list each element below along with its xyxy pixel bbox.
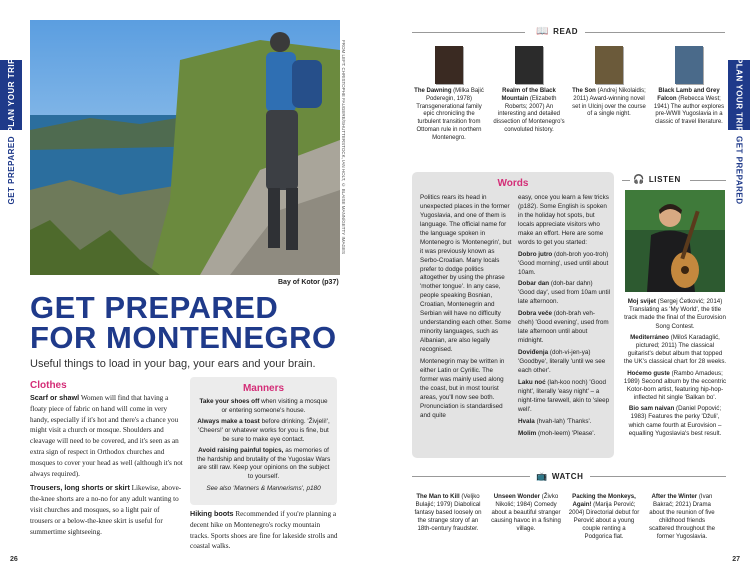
phrase-gloss: (doh-brah veh-cheh) 'Good evening', used from late afternoon until about midnight.	[518, 310, 609, 345]
listen-item	[623, 370, 727, 403]
phrase-item	[518, 430, 610, 439]
divider	[412, 32, 525, 33]
book-cover	[435, 46, 463, 84]
clothes-paragraph	[30, 393, 183, 479]
subtitle: Useful things to load in your bag, your ears and your brain.	[30, 358, 316, 370]
lead-term: Always make a toast	[197, 418, 260, 426]
read-heading-text: READ	[553, 27, 579, 36]
album-detail: (Daniel Popović; 1983) Features the perky 'Džuli', which came fourth at Eurovision – equalling Yugoslavia's best result.	[628, 405, 722, 437]
watch-heading	[536, 471, 584, 482]
hiker-photo	[30, 20, 340, 275]
see-also-link[interactable]: See also 'Manners & Mannerisms', p180	[206, 484, 321, 492]
film-detail: (Živko Nikolić; 1984) Comedy about a beautiful stranger causing havoc in a fishing village.	[491, 493, 561, 532]
book-title: Black Lamb and Grey Falcon	[657, 88, 720, 102]
words-right-column	[518, 194, 610, 441]
album-title: Mediterráneo	[630, 333, 669, 341]
listen-item	[623, 334, 727, 367]
listen-item	[623, 405, 727, 438]
tab-label: GET PREPARED	[6, 136, 16, 205]
lead-term: Hiking boots	[190, 509, 234, 518]
divider	[412, 476, 530, 477]
album-detail: (Miloš Karadaglić, pictured; 2011) The classical guitarist's debut album that topped the UK's classical chart for 28 weeks.	[623, 333, 727, 366]
album-detail: (Rambo Amadeus; 1989) Second album by the eccentric Kotor-born artist, featuring hip-hop-inflected hit single 'Balkan bo'.	[623, 369, 727, 402]
phrase-term: Laku noć	[518, 378, 546, 386]
divider	[622, 180, 630, 181]
book-cover	[595, 46, 623, 84]
tv-icon: 📺	[536, 471, 548, 481]
album-detail: (Sergej Ćetković; 2014) Translating as 'My World', the title track made the final of the Eurovision Song Contest.	[624, 298, 726, 330]
hiking-boots-text	[190, 509, 340, 556]
photo-caption: Bay of Kotor (p37)	[278, 279, 339, 286]
tab-label: PLAN YOUR TRIP	[6, 57, 16, 133]
right-side-tab	[728, 57, 750, 210]
book-item	[412, 46, 486, 143]
book-detail: (Rebecca West; 1941) The author explores pre-WWII Yugoslavia in a classic of travel literature.	[653, 95, 725, 126]
clothes-paragraph	[30, 483, 183, 537]
film-title: Unseen Wonder	[493, 493, 540, 500]
clothes-heading: Clothes	[30, 380, 67, 391]
paragraph-text: Women will find that having a floaty piece of fabric on hand will come in very handy, especially if it's hot and there's a chance you might visit a church or mosque. Shoulders and cleavage will need to be covered, and it's seen as an extra sign of respect in Orthodox churches and mosques to cover your head as well (although it's not always required).	[30, 394, 183, 478]
phrase-item	[518, 349, 610, 376]
phrase-gloss: (lah-koo noch) 'Good night', literally 'easy night' – a night-time farewell, akin to 'sleep well'.	[518, 378, 610, 413]
film-detail: (Marija Perović; 2004) Directorial debut for Perović about a young couple renting a Podgorica flat.	[568, 500, 640, 540]
book-item	[492, 46, 566, 135]
phrase-term: Dobar dan	[518, 280, 550, 288]
album-title: Moj svijet	[627, 298, 656, 305]
plan-your-trip-tab	[728, 57, 750, 133]
words-heading: Words	[497, 178, 529, 189]
words-box	[412, 172, 614, 458]
left-side-tab	[0, 57, 22, 210]
phrase-item	[518, 418, 610, 427]
guitarist-photo	[625, 190, 725, 292]
lead-term: Take your shoes off	[199, 398, 260, 405]
lead-term: Trousers, long shorts or skirt	[30, 483, 130, 493]
book-title: Realm of the Black Mountain	[501, 88, 556, 102]
phrase-term: Hvala	[518, 417, 535, 425]
film-detail: (Veljko Bulajić; 1979) Diabolical fantasy based loosely on the strange story of an 18th-century fraudster.	[414, 493, 482, 532]
phrase-item	[518, 310, 610, 346]
listen-item	[623, 298, 727, 331]
book-item	[652, 46, 726, 127]
page-title	[30, 290, 337, 356]
title-line-2: FOR MONTENEGRO	[30, 320, 337, 356]
book-cover	[515, 46, 543, 84]
book-text	[652, 88, 726, 127]
film-title: Packing the Monkeys, Again!	[572, 493, 636, 508]
paragraph-text: Recommended if you're planning a decent hike on Montenegro's rocky mountain tracks. Sports shoes are fine for lakeside strolls and coastal walks.	[190, 510, 338, 551]
phrase-term: Dobra veče	[518, 310, 552, 318]
clothes-paragraph	[190, 509, 340, 552]
book-detail: (Milka Bajić Poderegin, 1978) Transgenerational family epic chronicling the turbulent transition from Ottoman rule in northern Montenegro.	[416, 88, 484, 141]
book-text	[412, 88, 486, 143]
film-item	[646, 493, 718, 541]
manners-item	[196, 447, 331, 482]
words-paragraph: Politics rears its head in unexpected places in the former Yugoslavia, and one of them is language. The official name for the language spoken in Montenegro is 'Montenegrin', but it was previously known as Serbo-Croatian. Many locals prefer to dodge politics altogether by using the phrase 'mother tongue'. In any case, people speaking Bosnian, Croatian, Montenegrin and Serbian will have no difficulty understanding each other. Some minority languages, such as Albanian, are also legally recognised.	[420, 194, 512, 353]
phrase-gloss: (doh-broh yoo-troh) 'Good morning', used until about 10am.	[518, 250, 609, 276]
photo-credit	[341, 40, 351, 270]
lead-term: Scarf or shawl	[30, 393, 80, 402]
film-detail: (Ivan Bakrač; 2021) Drama about the reunion of five childhood friends scattered throughout the former Yugoslavia.	[648, 493, 716, 540]
book-cover	[675, 46, 703, 84]
get-prepared-tab	[735, 136, 744, 210]
listen-list	[623, 298, 727, 441]
phrase-gloss: (doh-vi-jen-ya) 'Goodbye', literally 'until we see each other'.	[518, 349, 606, 374]
words-paragraph: Montenegrin may be written in either Latin or Cyrillic. The former was mainly used along the coast, but in most tourist areas, you'll now see both. Pronunciation is standardised and quite	[420, 357, 505, 419]
phrase-term: Molim	[518, 429, 537, 437]
listen-heading-text: LISTEN	[648, 175, 681, 184]
clothes-text	[30, 393, 183, 541]
phrase-gloss: (moh-leem) 'Please'.	[537, 429, 596, 437]
book-text	[572, 88, 646, 119]
phrase-term: Doviđenja	[518, 349, 549, 356]
divider	[585, 32, 725, 33]
book-item	[572, 46, 646, 119]
page-number-left: 26	[10, 556, 18, 563]
page-number-right: 27	[732, 556, 740, 563]
item-text: before drinking. 'Živjeli!', 'Cheers!' or whatever works for you is fine, but be sure to make eye contact.	[198, 418, 330, 443]
book-title: The Son	[572, 88, 596, 94]
headphones-icon: 🎧	[633, 174, 645, 184]
listen-heading	[633, 174, 681, 185]
words-paragraph: easy, once you learn a few tricks (p182). Some English is spoken in the holiday hot spots, but locals appreciate visitors who make an effort. Here are some words to get you started:	[518, 194, 609, 246]
read-heading	[536, 26, 578, 37]
phrase-term: Dobro jutro	[518, 250, 553, 258]
book-text	[492, 88, 566, 135]
lead-term: Avoid raising painful topics,	[198, 447, 284, 455]
paragraph-text: Likewise, above-the-knee shorts are a no-no for any adult wanting to visit churches and mosques, so a light pair of trousers or a below-the-knee skirt is useful for summertime sightseeing.	[30, 484, 182, 536]
film-item	[490, 493, 562, 533]
plan-your-trip-tab	[0, 57, 22, 133]
album-title: Bio sam naivan	[628, 405, 675, 413]
item-text: when visiting a mosque or entering someone's house.	[221, 398, 328, 414]
watch-heading-text: WATCH	[551, 472, 584, 481]
manners-item	[196, 398, 331, 415]
phrase-item	[518, 251, 610, 278]
manners-box	[190, 377, 337, 505]
tab-label: GET PREPARED	[734, 136, 744, 205]
book-detail: (Elizabeth Roberts; 2007) An interesting and detailed dissection of Montenegro's convoluted history.	[493, 95, 565, 133]
film-title: After the Winter	[651, 493, 698, 500]
get-prepared-tab	[7, 136, 16, 210]
title-line-1: GET PREPARED	[30, 290, 279, 325]
phrase-item	[518, 379, 610, 415]
tab-label: PLAN YOUR TRIP	[734, 57, 744, 133]
phrase-gloss: (hvah-lah) 'Thanks'.	[536, 417, 592, 425]
photo-credit-text: FROM LEFT: CHRISTOPHE FAUGERE/SHUTTERSTOCK, IAN HOLT, © BLAISE MANN/GETTY IMAGES	[341, 40, 346, 254]
phrase-item	[518, 280, 610, 307]
album-title: Hoćemo guste	[627, 369, 670, 377]
divider	[690, 180, 726, 181]
book-icon: 📖	[536, 26, 550, 37]
manners-heading: Manners	[242, 383, 285, 394]
item-text: as memories of the hardship and brutality of the Yugoslav Wars are still raw. Keep your opinions on the subject to yourself.	[196, 447, 331, 481]
divider	[590, 476, 726, 477]
book-title: The Dawning	[414, 88, 452, 94]
film-title: The Man to Kill	[416, 493, 460, 500]
phrase-gloss: (doh-bar dahn) 'Good day', used from 10am until late afternoon.	[518, 280, 611, 306]
film-item	[568, 493, 640, 541]
film-item	[412, 493, 484, 533]
manners-item	[196, 418, 331, 444]
book-detail: (Andrej Nikolaidis; 2011) Award-winning novel set in Ulcinj over the course of a single night.	[572, 88, 646, 118]
words-left-column	[420, 194, 512, 423]
